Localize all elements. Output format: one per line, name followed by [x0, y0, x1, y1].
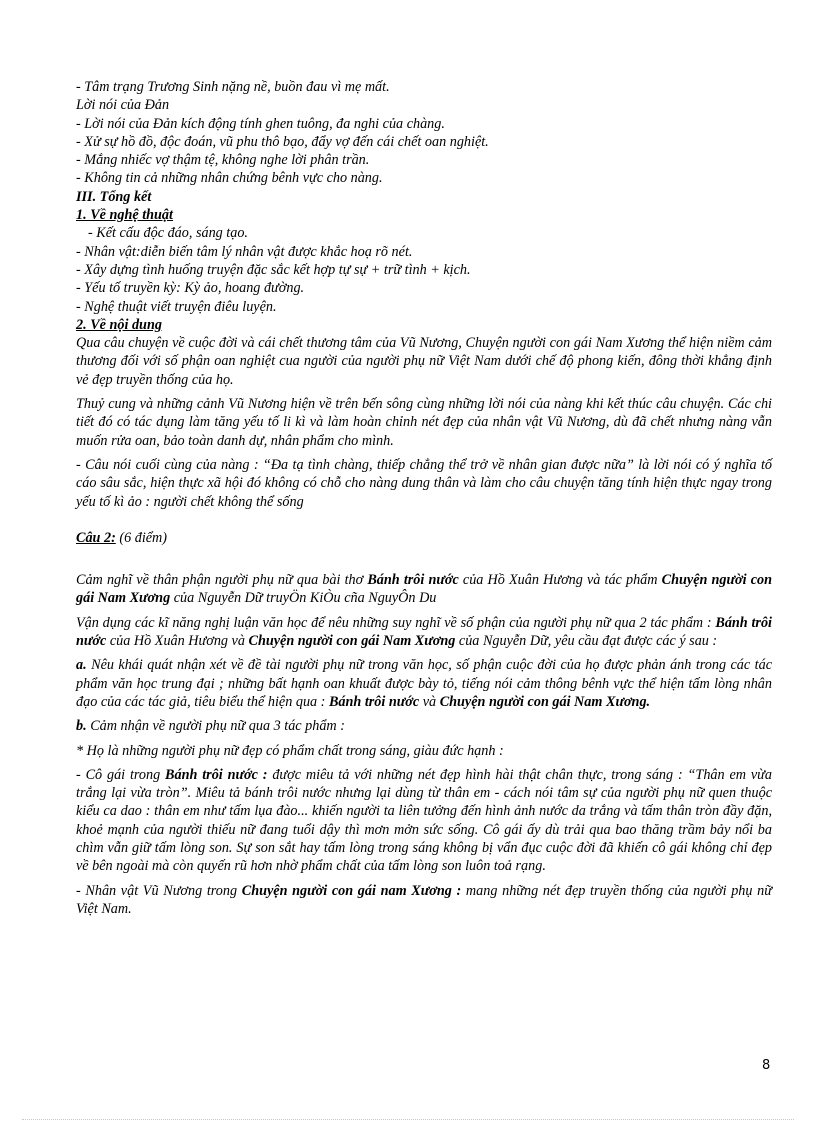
art-item: - Xây dựng tình huống truyện đặc sắc kết hợp tự sự + trữ tình + kịch.: [76, 261, 471, 278]
text-line: Lời nói của Đản: [76, 97, 170, 114]
art-item: - Nghệ thuật viết truyện điêu luyện.: [76, 298, 277, 315]
question-2-heading: [76, 529, 772, 547]
text-line: - Xử sự hồ đồ, độc đoán, vũ phu thô bạo, đẩy vợ đến cái chết oan nghiệt.: [76, 133, 489, 150]
point-text: và: [419, 693, 440, 710]
text-line: - Tâm trạng Trương Sinh nặng nề, buồn đau vì mẹ mất.: [76, 79, 390, 95]
point-text: Nêu khái quát nhận xét về đề tài người phụ nữ trong văn học, số phận cuộc đời của họ được phản ánh trong các tác phẩm văn học trung đại ; những bất hạnh oan khuất được bày tỏ, tiếng nói cảm thông bênh vực thể hiện tấm lòng nhân đạo của các tác giả, tiêu biểu thể hiện qua :: [76, 657, 772, 710]
girl-text: được miêu tả với những nét đẹp hình hài thật chân thực, trong sáng : “Thân em vừa trắng lại vừa tròn”. Miêu tả bánh trôi nước nhưng lại dùng từ thân em - cách nói tâm sự của người phụ nữ quen thuộc kiểu ca dao : thân em như tấm lụa đào... khiến người ta liên tưởng đến hình ảnh nước da trắng và tấm thân tròn đầy đặn, khoẻ mạnh của người thiếu nữ đang tuổi dậy thì mơn mởn sức sống. Cô gái ấy dù trải qua bao thăng trầm bảy nổi ba chìm vẫn giữ tấm lòng son. Sự son sắt hay tấm lòng trong sáng không bị vẩn đục cuộc đời đã khiến cô gái không chỉ đẹp về bên ngoài mà còn quyến rũ hơn nhờ phẩm chất của tấm lòng son luôn toả rạng.: [76, 766, 772, 875]
work-title: Bánh trôi nước: [76, 614, 772, 650]
art-heading: 1. Về nghệ thuật: [76, 207, 173, 224]
question-label: Câu 2:: [76, 529, 116, 546]
point-a: [76, 656, 772, 711]
work-title: Chuyện người con gái nam Xương :: [241, 882, 462, 899]
work-title: Chuyện người con gái Nam Xương: [76, 572, 772, 607]
prompt-text: của Hồ Xuân Hương và tác phẩm: [458, 572, 662, 589]
work-title: Bánh trôi nước: [367, 572, 459, 589]
star-line: * Họ là những người phụ nữ đẹp có phẩm chất trong sáng, giàu đức hạnh :: [76, 742, 504, 759]
content-heading: 2. Về nội dung: [76, 316, 162, 333]
text-line: - Không tin cả những nhân chứng bênh vực cho nàng.: [76, 170, 383, 187]
question-prompt: [76, 571, 772, 608]
page-footer-divider: [22, 1119, 794, 1120]
art-item: - Nhân vật:diễn biến tâm lý nhân vật được khắc hoạ rõ nét.: [76, 243, 413, 260]
apply-text: của Hồ Xuân Hương và: [106, 633, 249, 650]
text-line: - Lời nói của Đản kích động tính ghen tuông, đa nghi của chàng.: [76, 115, 445, 132]
vunuong-text: - Nhân vật Vũ Nương trong: [76, 882, 242, 899]
point-label: b.: [76, 718, 87, 735]
work-title: Bánh trôi nước :: [165, 766, 268, 783]
apply-paragraph: [76, 614, 772, 651]
prompt-text: Cảm nghĩ về thân phận người phụ nữ qua bài thơ: [76, 572, 368, 589]
work-title: Chuyện người con gái Nam Xương.: [439, 693, 651, 710]
apply-text: của Nguyễn Dữ, yêu cầu đạt được các ý sau :: [455, 633, 718, 650]
page-content: [76, 78, 772, 918]
point-b: [76, 717, 772, 735]
text-line: - Mắng nhiếc vợ thậm tệ, không nghe lời phân trần.: [76, 152, 370, 169]
vunuong-paragraph: [76, 882, 772, 919]
vunuong-text: mang những nét đẹp truyền thống của người phụ nữ Việt Nam.: [76, 882, 772, 917]
art-item: - Yếu tố truyền kỳ: Kỳ ảo, hoang đường.: [76, 280, 305, 297]
page-number: 8: [762, 1058, 771, 1073]
question-points: (6 điểm): [115, 529, 168, 546]
prompt-text: của Nguyễn Dữ truyÖn KiÒu cña NguyÔn Du: [170, 590, 437, 607]
art-item: - Kết cấu độc đáo, sáng tạo.: [88, 225, 248, 242]
point-label: a.: [76, 657, 87, 674]
content-paragraph: Qua câu chuyện về cuộc đời và cái chết thương tâm của Vũ Nương, Chuyện người con gái Nam Xương thể hiện niềm cảm thương đối với số phận oan nghiệt cua người của người phụ nữ Việt Nam dưới chế độ phong kiến, đông thời khẳng định vẻ đẹp truyền thống của họ.: [76, 335, 772, 388]
girl-text: - Cô gái trong: [76, 766, 166, 783]
content-paragraph: - Câu nói cuối cùng của nàng : “Đa tạ tình chàng, thiếp chẳng thể trở về nhân gian được nữa” là lời nói có ý nghĩa tố cáo sâu sắc, hiện thực xã hội đó không có chỗ cho nàng dung thân và làm cho câu chuyện tăng tính hiện thực ngay trong yếu tố kì ảo : người chết không thể sống: [76, 456, 772, 510]
work-title: Bánh trôi nước: [328, 693, 420, 710]
content-paragraph: Thuỷ cung và những cảnh Vũ Nương hiện về trên bến sông cùng những lời nói của nàng khi kết thúc câu chuyện. Các chi tiết đó có tác dụng làm tăng yếu tố li kì và làm hoàn chỉnh nét đẹp của nhân vật Vũ Nương, dù đã chết nhưng nàng vẫn muốn rửa oan, bảo toàn danh dự, nhân phẩm cho mình.: [76, 396, 772, 449]
girl-paragraph: [76, 766, 772, 876]
work-title: Chuyện người con gái Nam Xương: [248, 633, 456, 650]
apply-text: Vận dụng các kĩ năng nghị luận văn học để nêu những suy nghĩ về số phận của người phụ nữ qua 2 tác phẩm :: [76, 614, 716, 631]
point-text: Cảm nhận về người phụ nữ qua 3 tác phẩm :: [86, 718, 345, 735]
summary-heading: III. Tổng kết: [76, 188, 152, 205]
